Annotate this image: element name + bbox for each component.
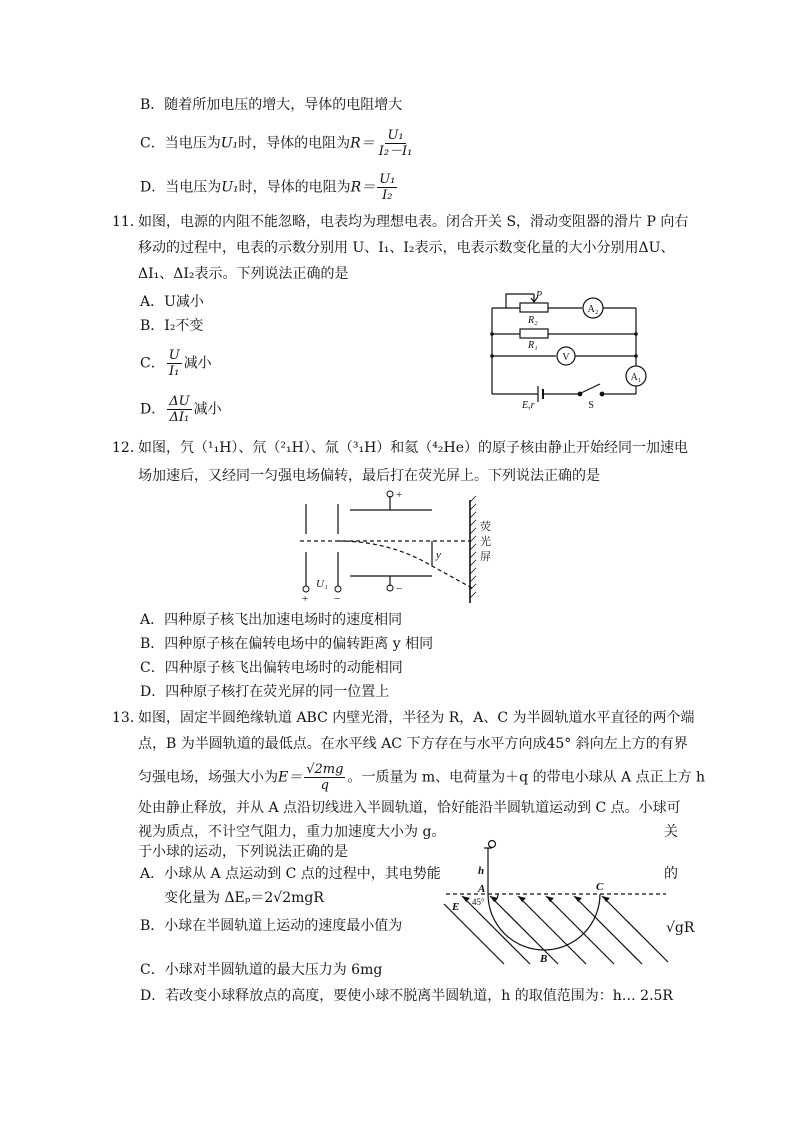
q13-option-b: B．小球在半圆轨道上运动的速度最小值为 xyxy=(140,918,403,934)
q13-stem-3: 匀强电场，场强大小为E＝ $\frac{√2mg}{q}$ 。一质量为 m、电荷量为＋q 的带电小球从 A 点正上方 h xyxy=(138,762,706,793)
q13-stem-2: 点，B 为半圆轨道的最低点。在水平线 AC 下方存在与水平方向成45° 斜向左上方的有界 xyxy=(138,736,688,752)
q12-deflection-diagram xyxy=(290,488,500,606)
q10-option-c: C．当电压为U₁时，导体的电阻为R＝ $\frac{\text{U₁}}{\text{I₂－I₁}}$ xyxy=(140,128,413,159)
q11-circuit-diagram xyxy=(486,286,656,410)
svg-text:屏: 屏 xyxy=(480,551,491,563)
q13-stem-4: 处由静止释放，并从 A 点沿切线进入半圆轨道，恰好能沿半圆轨道运动到 C 点。小球可 xyxy=(138,800,681,816)
q13-stem-6: 于小球的运动，下列说法正确的是 xyxy=(138,844,348,860)
q12-stem-1: 12．如图，氕（¹₁H）、氘（²₁H）、氚（³₁H）和氦（⁴₂He）的原子核由静止开始经同一加速电 xyxy=(112,440,689,456)
q10-option-d: D．当电压为U₁时，导体的电阻为R＝ $\frac{\text{U₁}}{\text{I₂}}$ xyxy=(140,172,396,203)
q13-option-b-end: √gR xyxy=(666,920,695,936)
svg-text:光: 光 xyxy=(480,536,491,548)
q13-semicircle-track-diagram xyxy=(444,836,668,968)
q11-option-b: B．I₂不变 xyxy=(140,318,204,334)
q12-option-d: D．四种原子核打在荧光屏的同一位置上 xyxy=(140,684,390,700)
q12-option-c: C．四种原子核飞出偏转电场时的动能相同 xyxy=(140,660,403,676)
q12-stem-2: 场加速后，又经同一匀强电场偏转，最后打在荧光屏上。下列说法正确的是 xyxy=(138,468,600,484)
q11-switch xyxy=(581,384,600,393)
q12-option-a: A．四种原子核飞出加速电场时的速度相同 xyxy=(140,612,403,628)
svg-text:S: S xyxy=(588,400,594,411)
q13-option-d: D．若改变小球释放点的高度，要使小球不脱离半圆轨道，h 的取值范围为：h… 2.5R xyxy=(140,988,673,1004)
q13-option-a-end: 的 xyxy=(664,866,678,882)
svg-text:P: P xyxy=(536,290,543,301)
svg-text:E,r: E,r xyxy=(522,400,535,411)
q11-stem-2: 移动的过程中，电表的示数分别用 U、I₁、I₂表示，电表示数变化量的大小分别用ΔU、 xyxy=(138,240,675,256)
q11-option-d: D． $\frac{\Delta U}{\text{ΔI₁}}$ 减小 xyxy=(140,394,222,425)
svg-text:C: C xyxy=(596,881,604,893)
svg-text:h: h xyxy=(478,865,485,877)
svg-text:A₂: A₂ xyxy=(587,304,599,315)
q13-option-a-1: A．小球从 A 点运动到 C 点的过程中，其电势能 xyxy=(140,866,441,882)
svg-text:E: E xyxy=(452,901,460,913)
q12-option-b: B．四种原子核在偏转电场中的偏转距离 y 相同 xyxy=(140,636,434,652)
svg-text:U₁: U₁ xyxy=(316,578,328,590)
q13-option-c: C．小球对半圆轨道的最大压力为 6mg xyxy=(140,962,383,978)
q11-option-c: C． $\frac{U}{\text{I₁}}$ 减小 xyxy=(140,348,212,379)
svg-text:R₂: R₂ xyxy=(528,315,538,326)
q13-ball xyxy=(489,841,496,848)
q10-d-fraction: $\frac{\text{U₁}}{\text{I₂}}$ xyxy=(379,172,396,203)
svg-text:A₁: A₁ xyxy=(630,372,642,383)
svg-text:A: A xyxy=(478,883,486,895)
svg-text:+: + xyxy=(396,489,403,501)
svg-text:荧: 荧 xyxy=(480,521,491,533)
q10-option-b: B．随着所加电压的增大，导体的电阻增大 xyxy=(140,97,403,113)
q10-c-fraction: $\frac{\text{U₁}}{\text{I₂－I₁}}$ xyxy=(378,128,413,159)
svg-text:R₁: R₁ xyxy=(528,340,538,351)
svg-text:+: + xyxy=(302,593,309,605)
q13-option-a-2: 变化量为 ΔEₚ＝2√2mgR xyxy=(164,890,324,906)
q11-stem-3: ΔI₁、ΔI₂表示。下列说法正确的是 xyxy=(138,266,349,282)
q13-stem-1: 13．如图，固定半圆绝缘轨道 ABC 内壁光滑，半径为 R，A、C 为半圆轨道水平直径的两个端 xyxy=(112,710,695,726)
svg-text:−: − xyxy=(396,583,403,595)
svg-text:V: V xyxy=(562,352,570,363)
svg-text:B: B xyxy=(540,953,548,965)
q13-stem-5: 视为质点，不计空气阻力，重力加速度大小为 g。 xyxy=(138,824,446,840)
svg-text:−: − xyxy=(334,593,341,605)
svg-text:y: y xyxy=(436,549,441,561)
q13-stem-5-end: 关 xyxy=(664,824,678,840)
q11-r2-resistor xyxy=(520,303,548,312)
q11-r1-resistor xyxy=(520,329,548,338)
q11-stem-1: 11．如图，电源的内阻不能忽略，电表均为理想电表。闭合开关 S，滑动变阻器的滑片 P 向右 xyxy=(112,214,689,230)
svg-text:45°: 45° xyxy=(472,897,485,907)
q11-option-a: A．U减小 xyxy=(140,294,204,310)
